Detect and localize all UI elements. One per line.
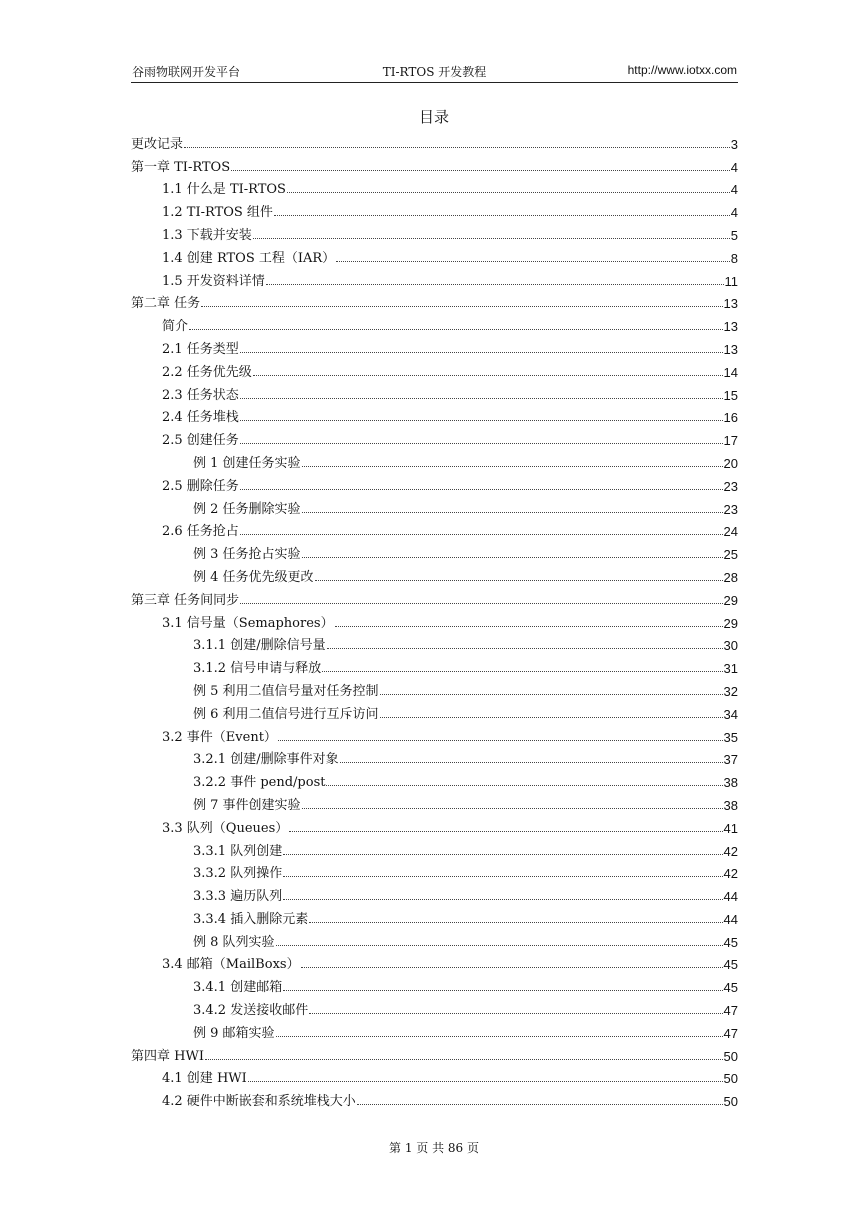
toc-entry[interactable] bbox=[131, 972, 738, 995]
toc-entry-title: 例 9 邮箱实验 bbox=[193, 1025, 275, 1041]
toc-entry-page: 23 bbox=[723, 478, 738, 494]
toc-leader-dots bbox=[184, 146, 730, 148]
toc-entry-page: 37 bbox=[723, 752, 738, 768]
toc-entry[interactable] bbox=[131, 881, 738, 904]
toc-leader-dots bbox=[248, 1080, 723, 1082]
toc-entry[interactable] bbox=[131, 539, 738, 562]
toc-entry[interactable] bbox=[131, 1086, 738, 1109]
toc-entry-title: 3.1.1 创建/删除信号量 bbox=[193, 638, 326, 654]
toc-leader-dots bbox=[380, 716, 723, 718]
toc-leader-dots bbox=[357, 1103, 723, 1105]
toc-entry-title: 3.3.1 队列创建 bbox=[193, 843, 283, 859]
toc-entry-title: 2.2 任务优先级 bbox=[162, 364, 252, 380]
toc-entry-page: 45 bbox=[723, 957, 738, 973]
toc-entry-title: 3.3.3 遍历队列 bbox=[193, 889, 283, 905]
toc-entry-page: 44 bbox=[723, 889, 738, 905]
toc-leader-dots bbox=[276, 944, 723, 946]
toc-entry-title: 3.2.1 创建/删除事件对象 bbox=[193, 752, 339, 768]
toc-entry-page: 14 bbox=[723, 364, 738, 380]
toc-entry-title: 第四章 HWI bbox=[131, 1048, 204, 1064]
toc-entry-title: 1.1 什么是 TI-RTOS bbox=[162, 182, 286, 198]
toc-leader-dots bbox=[309, 1012, 722, 1014]
toc-entry-page: 3 bbox=[730, 136, 738, 152]
toc-leader-dots bbox=[276, 1035, 723, 1037]
toc-leader-dots bbox=[278, 739, 723, 741]
toc-entry-title: 3.4 邮箱（MailBoxs） bbox=[162, 957, 300, 973]
toc-entry-page: 24 bbox=[723, 524, 738, 540]
toc-entry[interactable] bbox=[131, 243, 738, 266]
header-website-link[interactable]: http://www.iotxx.com bbox=[627, 63, 737, 77]
toc-entry[interactable] bbox=[131, 197, 738, 220]
toc-entry-title: 3.2 事件（Event） bbox=[162, 729, 277, 745]
toc-entry-title: 第三章 任务间同步 bbox=[131, 592, 240, 608]
toc-entry-page: 20 bbox=[723, 455, 738, 471]
toc-entry[interactable] bbox=[131, 311, 738, 334]
toc-leader-dots bbox=[335, 625, 723, 627]
toc-leader-dots bbox=[302, 511, 723, 513]
toc-leader-dots bbox=[326, 784, 722, 786]
toc-entry-page: 38 bbox=[723, 775, 738, 791]
toc-entry-page: 44 bbox=[723, 911, 738, 927]
toc-entry-title: 1.3 下载并安装 bbox=[162, 227, 252, 243]
toc-entry[interactable] bbox=[131, 745, 738, 768]
toc-entry-title: 2.5 创建任务 bbox=[162, 433, 239, 449]
toc-entry-page: 47 bbox=[723, 1003, 738, 1019]
toc-entry-title: 3.4.2 发送接收邮件 bbox=[193, 1003, 309, 1019]
toc-entry-page: 47 bbox=[723, 1025, 738, 1041]
toc-entry-title: 3.2.2 事件 pend/post bbox=[193, 775, 326, 791]
table-of-contents bbox=[131, 129, 738, 1109]
toc-entry-page: 11 bbox=[724, 273, 738, 289]
toc-entry-page: 32 bbox=[723, 683, 738, 699]
toc-leader-dots bbox=[266, 283, 724, 285]
toc-leader-dots bbox=[189, 328, 723, 330]
toc-entry-title: 1.2 TI-RTOS 组件 bbox=[162, 205, 273, 221]
toc-entry[interactable] bbox=[131, 676, 738, 699]
page-footer: 第 1 页 共 86 页 bbox=[389, 1141, 479, 1155]
toc-entry[interactable] bbox=[131, 927, 738, 950]
toc-entry-title: 例 4 任务优先级更改 bbox=[193, 569, 314, 585]
toc-entry-page: 4 bbox=[730, 159, 738, 175]
toc-leader-dots bbox=[283, 898, 722, 900]
toc-entry-page: 13 bbox=[723, 341, 738, 357]
toc-leader-dots bbox=[240, 397, 723, 399]
toc-entry-page: 5 bbox=[730, 227, 738, 243]
toc-leader-dots bbox=[274, 214, 730, 216]
toc-entry-page: 35 bbox=[723, 729, 738, 745]
toc-leader-dots bbox=[380, 693, 723, 695]
toc-entry-page: 13 bbox=[723, 296, 738, 312]
toc-leader-dots bbox=[322, 670, 722, 672]
toc-entry-title: 第一章 TI-RTOS bbox=[131, 159, 231, 175]
toc-entry-title: 4.2 硬件中断嵌套和系统堆栈大小 bbox=[162, 1094, 356, 1110]
toc-entry[interactable] bbox=[131, 836, 738, 859]
toc-entry-page: 4 bbox=[730, 182, 738, 198]
toc-entry-title: 简介 bbox=[162, 319, 189, 335]
toc-entry-page: 28 bbox=[723, 569, 738, 585]
toc-leader-dots bbox=[336, 260, 730, 262]
toc-leader-dots bbox=[301, 966, 723, 968]
toc-entry-title: 2.6 任务抢占 bbox=[162, 524, 239, 540]
toc-entry[interactable] bbox=[131, 950, 738, 973]
toc-leader-dots bbox=[283, 875, 722, 877]
toc-entry-page: 41 bbox=[723, 820, 738, 836]
toc-entry-title: 4.1 创建 HWI bbox=[162, 1071, 247, 1087]
toc-entry[interactable] bbox=[131, 790, 738, 813]
toc-title: 目录 bbox=[418, 108, 449, 126]
toc-entry-title: 2.3 任务状态 bbox=[162, 387, 239, 403]
toc-entry-title: 3.3 队列（Queues） bbox=[162, 820, 289, 836]
toc-entry[interactable] bbox=[131, 767, 738, 790]
toc-entry-title: 3.1 信号量（Semaphores） bbox=[162, 615, 334, 631]
toc-entry[interactable] bbox=[131, 403, 738, 426]
toc-entry-title: 例 8 队列实验 bbox=[193, 934, 275, 950]
toc-entry-title: 3.3.2 队列操作 bbox=[193, 866, 283, 882]
toc-entry-page: 50 bbox=[723, 1094, 738, 1110]
page-header bbox=[131, 60, 738, 83]
toc-entry-page: 25 bbox=[723, 547, 738, 563]
toc-entry-title: 1.5 开发资料详情 bbox=[162, 273, 265, 289]
toc-entry-page: 45 bbox=[723, 980, 738, 996]
toc-entry[interactable] bbox=[131, 653, 738, 676]
toc-entry[interactable] bbox=[131, 380, 738, 403]
toc-entry[interactable] bbox=[131, 722, 738, 745]
toc-entry-page: 30 bbox=[723, 638, 738, 654]
toc-entry[interactable] bbox=[131, 220, 738, 243]
toc-entry[interactable] bbox=[131, 471, 738, 494]
toc-leader-dots bbox=[302, 556, 723, 558]
toc-entry-title: 例 6 利用二值信号进行互斥访问 bbox=[193, 706, 379, 722]
toc-entry-title: 第二章 任务 bbox=[131, 296, 201, 312]
toc-entry-page: 15 bbox=[723, 387, 738, 403]
toc-leader-dots bbox=[287, 191, 730, 193]
toc-leader-dots bbox=[327, 647, 723, 649]
toc-leader-dots bbox=[240, 533, 723, 535]
toc-entry-title: 更改记录 bbox=[131, 136, 184, 152]
toc-entry-page: 16 bbox=[723, 410, 738, 426]
toc-entry-title: 3.1.2 信号申请与释放 bbox=[193, 661, 322, 677]
toc-leader-dots bbox=[302, 465, 723, 467]
toc-entry-page: 38 bbox=[723, 797, 738, 813]
toc-entry-title: 2.5 删除任务 bbox=[162, 478, 239, 494]
toc-entry[interactable] bbox=[131, 995, 738, 1018]
header-doc-title: TI-RTOS 开发教程 bbox=[382, 65, 487, 79]
toc-leader-dots bbox=[283, 989, 722, 991]
toc-leader-dots bbox=[283, 853, 722, 855]
toc-entry-title: 例 7 事件创建实验 bbox=[193, 797, 301, 813]
toc-entry-title: 3.3.4 插入删除元素 bbox=[193, 911, 309, 927]
toc-entry[interactable] bbox=[131, 1018, 738, 1041]
toc-entry[interactable] bbox=[131, 448, 738, 471]
toc-leader-dots bbox=[289, 830, 722, 832]
toc-entry-page: 45 bbox=[723, 934, 738, 950]
toc-leader-dots bbox=[231, 169, 730, 171]
toc-leader-dots bbox=[201, 305, 722, 307]
toc-entry[interactable] bbox=[131, 859, 738, 882]
toc-entry[interactable] bbox=[131, 585, 738, 608]
toc-entry-page: 17 bbox=[723, 433, 738, 449]
toc-entry[interactable] bbox=[131, 152, 738, 175]
toc-entry-title: 例 3 任务抢占实验 bbox=[193, 547, 301, 563]
toc-leader-dots bbox=[240, 351, 723, 353]
toc-leader-dots bbox=[240, 488, 723, 490]
toc-entry-page: 29 bbox=[723, 615, 738, 631]
toc-leader-dots bbox=[253, 237, 730, 239]
toc-leader-dots bbox=[240, 602, 722, 604]
toc-entry[interactable] bbox=[131, 1041, 738, 1064]
toc-entry[interactable] bbox=[131, 1064, 738, 1087]
toc-entry-title: 1.4 创建 RTOS 工程（IAR） bbox=[162, 250, 336, 266]
toc-entry[interactable] bbox=[131, 631, 738, 654]
toc-entry[interactable] bbox=[131, 562, 738, 585]
toc-entry-page: 23 bbox=[723, 501, 738, 517]
toc-entry-page: 31 bbox=[723, 661, 738, 677]
toc-entry-page: 50 bbox=[723, 1071, 738, 1087]
toc-entry-title: 2.1 任务类型 bbox=[162, 341, 239, 357]
toc-entry-page: 13 bbox=[723, 319, 738, 335]
toc-entry[interactable] bbox=[131, 357, 738, 380]
header-org-name: 谷雨物联网开发平台 bbox=[132, 65, 241, 79]
toc-entry[interactable] bbox=[131, 608, 738, 631]
toc-leader-dots bbox=[302, 807, 723, 809]
toc-entry-page: 42 bbox=[723, 866, 738, 882]
toc-leader-dots bbox=[240, 419, 723, 421]
toc-leader-dots bbox=[205, 1058, 723, 1060]
toc-entry-title: 例 1 创建任务实验 bbox=[193, 455, 301, 471]
toc-entry[interactable] bbox=[131, 813, 738, 836]
toc-entry[interactable] bbox=[131, 289, 738, 312]
toc-entry[interactable] bbox=[131, 425, 738, 448]
toc-entry-page: 4 bbox=[730, 205, 738, 221]
toc-entry-page: 50 bbox=[723, 1048, 738, 1064]
toc-leader-dots bbox=[309, 921, 722, 923]
toc-entry[interactable] bbox=[131, 175, 738, 198]
toc-entry[interactable] bbox=[131, 517, 738, 540]
toc-leader-dots bbox=[315, 579, 723, 581]
toc-entry[interactable] bbox=[131, 904, 738, 927]
toc-entry[interactable] bbox=[131, 334, 738, 357]
toc-entry-title: 例 2 任务删除实验 bbox=[193, 501, 301, 517]
toc-entry[interactable] bbox=[131, 494, 738, 517]
toc-entry-page: 29 bbox=[723, 592, 738, 608]
toc-entry[interactable] bbox=[131, 699, 738, 722]
toc-entry[interactable] bbox=[131, 129, 738, 152]
toc-entry-page: 34 bbox=[723, 706, 738, 722]
toc-entry-title: 例 5 利用二值信号量对任务控制 bbox=[193, 683, 379, 699]
toc-entry-title: 3.4.1 创建邮箱 bbox=[193, 980, 283, 996]
toc-entry[interactable] bbox=[131, 266, 738, 289]
toc-entry-page: 8 bbox=[730, 250, 738, 266]
toc-leader-dots bbox=[253, 374, 723, 376]
toc-leader-dots bbox=[340, 761, 723, 763]
toc-entry-page: 42 bbox=[723, 843, 738, 859]
toc-entry-title: 2.4 任务堆栈 bbox=[162, 410, 239, 426]
toc-leader-dots bbox=[240, 442, 723, 444]
